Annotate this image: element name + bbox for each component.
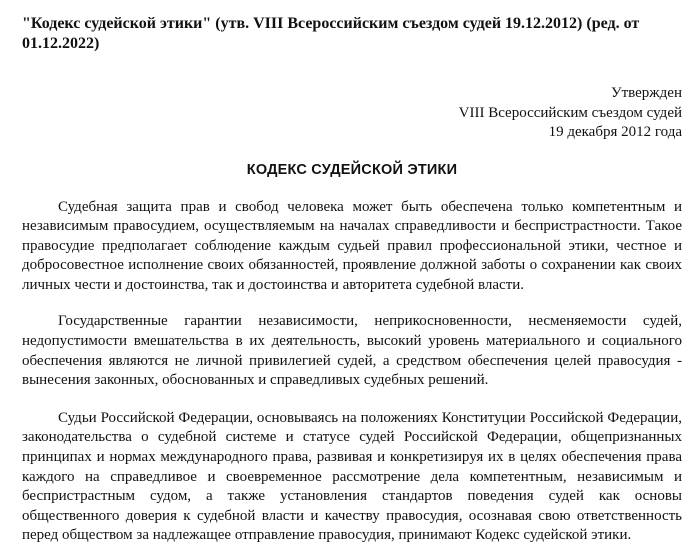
document-title: КОДЕКС СУДЕЙСКОЙ ЭТИКИ (246, 161, 458, 178)
approval-line-congress: VIII Всероссийским съездом судей (458, 104, 682, 121)
document-page (22, 14, 682, 546)
paragraph-1: Судебная защита прав и свобод человека может быть обеспечена только компетентным и независимым правосудием, осуществляемым на началах справедливости и беспристрастности. Такое правосудие предполагает соблюдение каждым судьей правил профессиональной этики, честное и добросовестное исполнение своих обязанностей, проявление должной заботы о сохранении как своих личных чести и достоинства, так и достоинства и авторитета судебной власти. (22, 198, 682, 293)
approval-line-approved: Утвержден (610, 85, 682, 101)
document-header: "Кодекс судейской этики" (утв. VIII Всероссийским съездом судей 19.12.2012) (ред. от 01.12.2022) (22, 15, 640, 52)
paragraph-2: Государственные гарантии независимости, неприкосновенности, несменяемости судей, недопустимости вмешательства в их деятельность, высокий уровень материального и социального обеспечения являются не личной привилегией судей, а средством обеспечения целей правосудия - вынесения законных, обоснованных и справедливых судебных решений. (22, 313, 682, 389)
approval-block (22, 84, 682, 143)
approval-line-date: 19 декабря 2012 года (548, 124, 682, 140)
paragraph-3: Судьи Российской Федерации, основываясь на положениях Конституции Российской Федерации, законодательства о судебной системе и статусе судей Российской Федерации, общепризнанных принципах и нормах международного права, развивая и конкретизируя их в целях обеспечения права каждого на справедливое и своевременное рассмотрение дела компетентным, независимым и беспристрастным судом, а также установления стандартов поведения судей как основы общественного доверия к судебной власти и качеству правосудия, осознавая свою ответственность перед обществом за надлежащее отправление правосудия, принимают Кодекс судейской этики. (22, 409, 682, 544)
